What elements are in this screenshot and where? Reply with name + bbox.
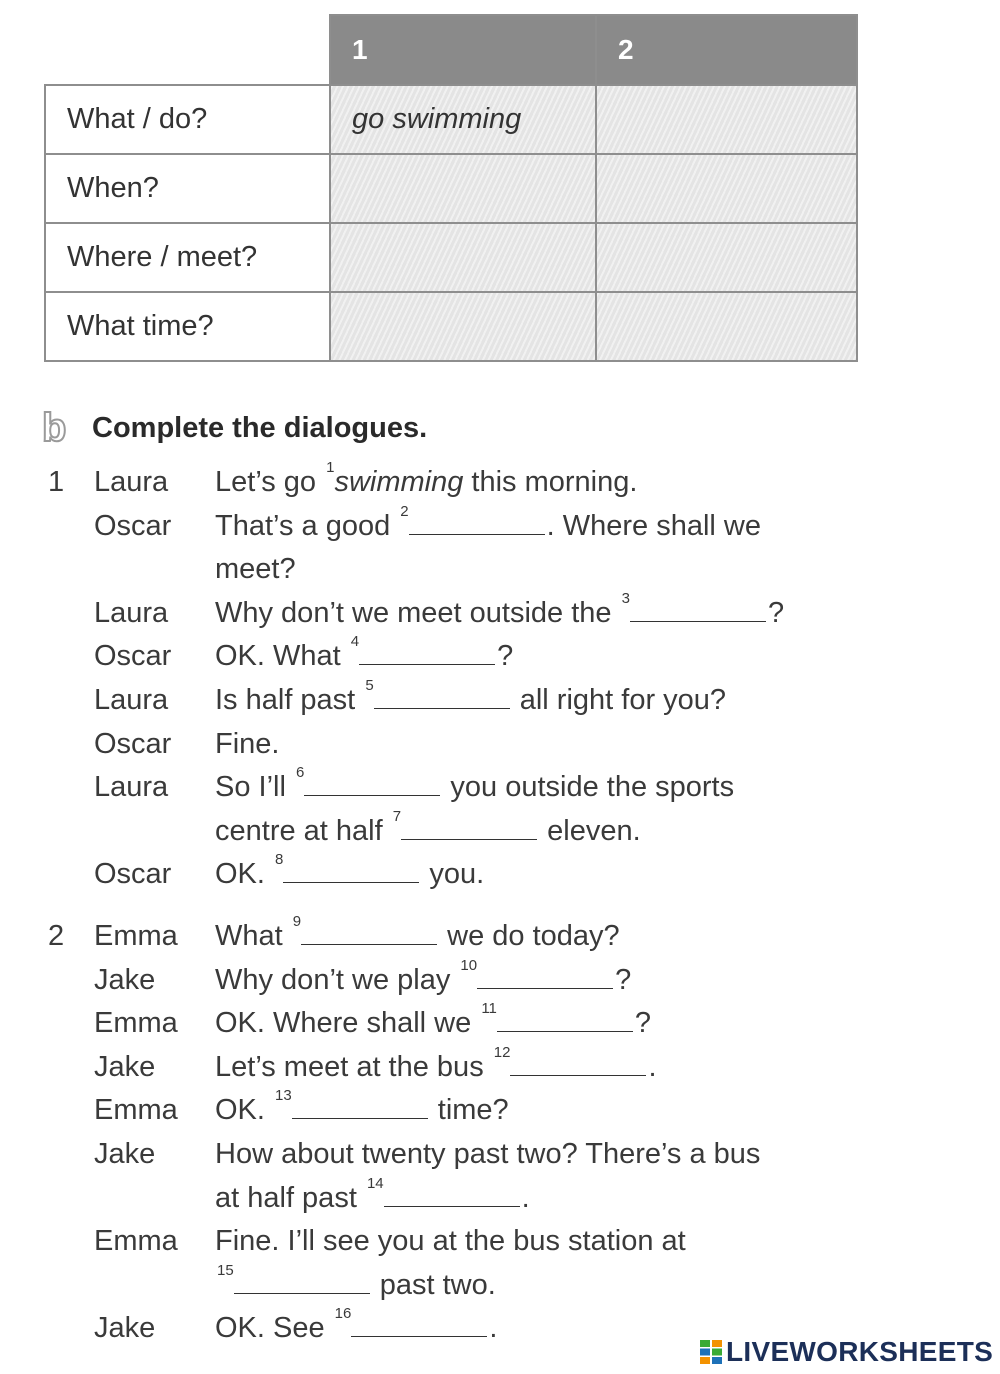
answer-blank[interactable] <box>374 682 510 709</box>
table-row <box>45 292 857 361</box>
text-after: past two. <box>371 1268 496 1301</box>
gap-number: 5 <box>365 677 374 694</box>
answer-blank[interactable] <box>292 1092 428 1119</box>
speaker-name: Emma <box>94 920 178 952</box>
speaker-name: Jake <box>94 1138 156 1170</box>
table-cell <box>596 292 857 361</box>
text-before: OK. <box>215 858 274 891</box>
text-before: Is half past <box>215 684 364 716</box>
answer-blank[interactable] <box>510 1049 646 1076</box>
dialogue-text <box>215 851 485 894</box>
text-after: ? <box>497 640 514 673</box>
dialogue-text <box>215 764 735 807</box>
dialogue-text <box>215 913 620 956</box>
speaker-name: Oscar <box>94 640 172 673</box>
text-before: OK. Where shall we <box>215 1007 480 1040</box>
gap-number: 2 <box>400 502 409 520</box>
gap-number: 1 <box>326 459 335 476</box>
text-before: centre at half <box>215 814 391 847</box>
text-before: OK. What <box>215 640 349 673</box>
answer-blank[interactable] <box>497 1005 633 1032</box>
gap-number: 14 <box>366 1174 384 1192</box>
answer-blank[interactable] <box>283 856 419 883</box>
dialogue-text <box>215 1305 498 1348</box>
table-row <box>45 223 857 292</box>
text-after: . Where shall we <box>546 509 761 542</box>
speaker-name: Laura <box>94 771 169 804</box>
text-after: you outside the sports <box>442 771 735 804</box>
table-cell <box>330 154 596 223</box>
section-heading <box>42 408 427 448</box>
text-before: OK. <box>215 1094 274 1127</box>
gap-number: 4 <box>350 633 360 651</box>
text-before: Let’s meet at the bus <box>215 1050 492 1083</box>
gap-number: 16 <box>334 1305 352 1323</box>
answer-blank[interactable] <box>630 595 766 622</box>
text-before: Fine. I’ll see you at the bus station at <box>215 1225 686 1258</box>
text-after: ? <box>634 1007 652 1040</box>
gap-number: 3 <box>621 589 630 607</box>
dialogue-text <box>215 1000 652 1043</box>
speaker-name: Emma <box>94 1225 178 1258</box>
text-before: So I’ll <box>215 771 294 804</box>
dialogue-text <box>215 807 641 851</box>
answer-blank[interactable] <box>384 1180 520 1207</box>
answer-blank[interactable] <box>477 962 613 989</box>
section-letter: b <box>42 406 67 450</box>
text-before: OK. See <box>215 1312 333 1345</box>
row-label: When? <box>45 154 330 223</box>
example-answer: swimming <box>334 466 464 498</box>
speaker-name: Oscar <box>94 727 172 760</box>
text-after: we do today? <box>439 920 620 952</box>
dialogue-text <box>215 1043 657 1087</box>
speaker-name: Oscar <box>94 858 172 891</box>
table-cell <box>330 223 596 292</box>
table-header-col2: 2 <box>596 15 857 85</box>
gap-number: 7 <box>392 807 402 825</box>
logo-mark-icon <box>700 1340 722 1364</box>
text-before: Let’s go <box>215 466 325 498</box>
table-cell: go swimming <box>330 85 596 154</box>
answer-blank[interactable] <box>234 1267 370 1294</box>
text-after: you. <box>421 858 485 891</box>
dialogue-text <box>215 724 279 764</box>
gap-number: 11 <box>481 1000 497 1018</box>
table-cell <box>330 292 596 361</box>
row-label: What / do? <box>45 85 330 154</box>
dialogue-text <box>215 677 727 720</box>
text-before: Fine. <box>215 727 280 760</box>
answer-blank[interactable] <box>351 1310 487 1337</box>
text-before: That’s a good <box>215 509 399 542</box>
text-after: . <box>648 1050 657 1083</box>
speaker-name: Jake <box>94 1050 156 1083</box>
answer-blank[interactable] <box>304 769 440 796</box>
text-before: Why don’t we play <box>215 963 459 996</box>
section-title: Complete the dialogues. <box>92 411 428 444</box>
dialogue-text <box>215 459 638 502</box>
table-header-empty <box>45 15 330 85</box>
text-after: . <box>521 1181 530 1214</box>
dialogue-text <box>215 1221 686 1261</box>
answer-blank[interactable] <box>401 813 537 840</box>
dialogue-number: 2 <box>48 920 65 952</box>
table-cell <box>596 223 857 292</box>
text-after: ? <box>615 963 632 996</box>
table-row <box>45 154 857 223</box>
dialogue-text <box>215 956 632 1000</box>
gap-number: 9 <box>292 913 302 930</box>
speaker-name: Laura <box>94 596 169 629</box>
text-before: What <box>215 920 291 952</box>
row-label: What time? <box>45 292 330 361</box>
dialogue-text <box>215 549 296 589</box>
dialogue-text <box>215 1087 509 1130</box>
speaker-name: Oscar <box>94 509 172 542</box>
table-header-col1: 1 <box>330 15 596 85</box>
dialogue-text <box>215 1261 496 1305</box>
dialogue-text <box>215 1174 530 1218</box>
gap-number: 13 <box>275 1087 292 1105</box>
answer-blank[interactable] <box>409 508 545 535</box>
text-before: How about twenty past two? There’s a bus <box>215 1138 761 1170</box>
gap-number: 8 <box>275 851 284 869</box>
gap-number: 12 <box>493 1043 511 1061</box>
text-after: . <box>489 1312 498 1345</box>
table-row <box>45 85 857 154</box>
text-after: this morning. <box>463 466 638 498</box>
text-before: meet? <box>215 553 296 586</box>
text-after: eleven. <box>539 814 641 847</box>
text-after: ? <box>767 596 785 629</box>
speaker-name: Emma <box>94 1007 178 1040</box>
gap-number: 10 <box>460 956 478 974</box>
dialogue-text <box>215 589 785 633</box>
text-after: all right for you? <box>511 684 727 716</box>
gap-number: 15 <box>217 1261 234 1279</box>
text-before: at half past <box>215 1181 365 1214</box>
logo-text: LIVEWORKSHEETS <box>726 1336 994 1367</box>
dialogue-text <box>215 633 514 676</box>
speaker-name: Emma <box>94 1094 178 1127</box>
text-before: Why don’t we meet outside the <box>215 596 620 629</box>
dialogue-number: 1 <box>48 466 65 498</box>
speaker-name: Jake <box>94 1312 156 1345</box>
row-label: Where / meet? <box>45 223 330 292</box>
answer-blank[interactable] <box>301 918 437 945</box>
answer-blank[interactable] <box>359 638 495 665</box>
liveworksheets-logo <box>700 1336 993 1368</box>
table-cell <box>596 85 857 154</box>
speaker-name: Laura <box>94 684 169 716</box>
speaker-name: Laura <box>94 466 169 498</box>
dialogue-text <box>215 1134 760 1174</box>
gap-number: 6 <box>295 764 305 782</box>
activity-table <box>44 14 858 362</box>
table-cell <box>596 154 857 223</box>
table-header-row <box>45 15 857 85</box>
text-after: time? <box>429 1094 509 1127</box>
speaker-name: Jake <box>94 963 156 996</box>
dialogue-text <box>215 502 761 546</box>
